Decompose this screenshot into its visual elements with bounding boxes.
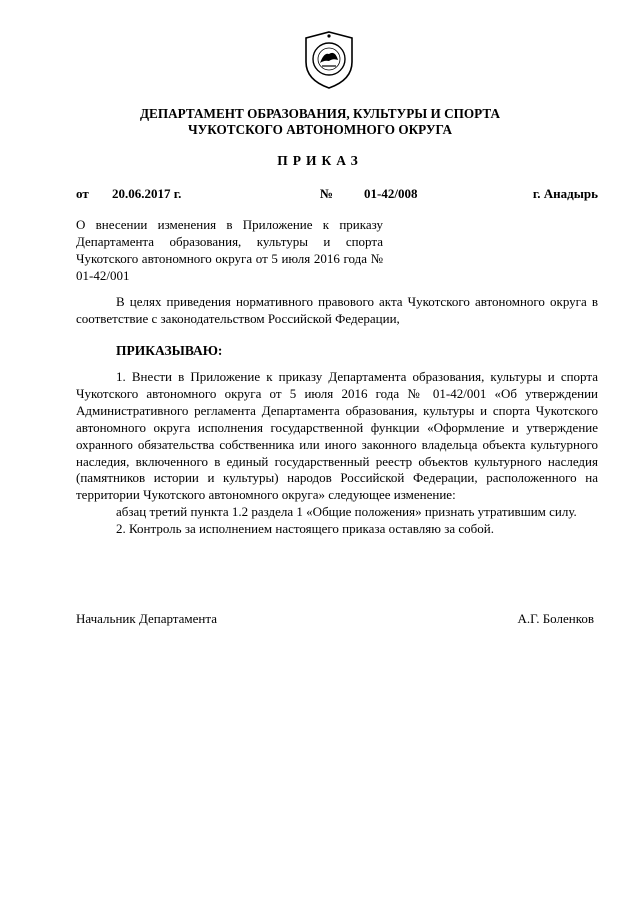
order-number: 01-42/008 [364,186,418,201]
from-label: от [76,186,89,201]
order-title: ПРИКАЗ [277,153,363,168]
order-date: 20.06.2017 г. [112,186,182,201]
paragraph-2: абзац третий пункта 1.2 раздела 1 «Общие положения» признать утратившим силу. [116,504,577,520]
number-label: № [320,186,334,201]
paragraph-1: 1. Внести в Приложение к приказу Департамента образования, культуры и спорта Чукотского автономного округа от 5 июля 2016 года № 01-42/001 «Об утверждении Административного регламента Департамента образования, культуры и спорта Чукотского автономного округа исполнения государственной функции «Оформление и утверждение охранного обязательства собственника или иного законного владельца объекта культурного наследия, включенного в единый государственный реестр объектов культурного наследия (памятников истории и культуры) народов Российской Федерации, расположенного на территории Чукотского автономного округа» следующее изменение: [76,369,598,503]
order-meta-row [76,186,598,204]
order-body [76,369,598,538]
header-line-2: ЧУКОТСКОГО АВТОНОМНОГО ОКРУГА [187,122,453,137]
order-subject: О внесении изменения в Приложение к приказу Департамента образования, культуры и спорта Чукотского автономного округа от 5 июля 2016 года № 01-42/001 [76,217,383,283]
order-city: г. Анадырь [532,186,598,201]
signatory-position: Начальник Департамента [76,611,217,626]
ordain-heading: ПРИКАЗЫВАЮ: [116,343,223,358]
paragraph-3: 2. Контроль за исполнением настоящего приказа оставляю за собой. [116,521,494,537]
header-line-1: ДЕПАРТАМЕНТ ОБРАЗОВАНИЯ, КУЛЬТУРЫ И СПОРТА [139,106,501,121]
preamble-text: В целях приведения нормативного правового акта Чукотского автономного округа в соответствие с законодательством Российской Федерации, [76,294,598,326]
coat-of-arms-icon [302,30,356,90]
signatory-name: А.Г. Боленков [517,611,594,626]
department-header [40,106,600,138]
